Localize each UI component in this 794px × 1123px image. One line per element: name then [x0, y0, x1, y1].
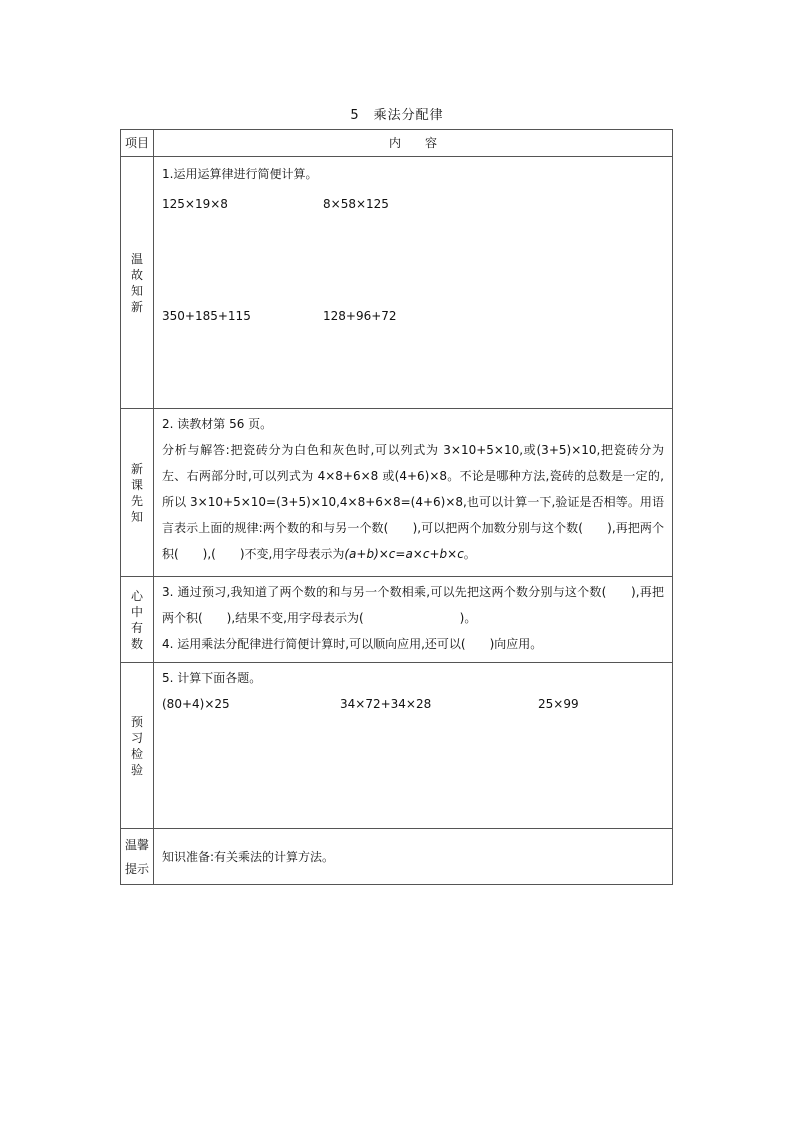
expr-1c: 350+185+115: [162, 309, 251, 323]
header-row: [121, 130, 673, 157]
expr-1d: 128+96+72: [323, 309, 397, 323]
question-2: 2. 读教材第 56 页。: [162, 417, 273, 431]
worksheet-table: [120, 129, 673, 885]
section-new-lesson: [121, 409, 673, 577]
expr-5a: (80+4)×25: [162, 697, 230, 711]
page-title: [0, 104, 794, 123]
section-tips: [121, 829, 673, 885]
header-item: 项目: [124, 136, 149, 150]
section-label-check: 预习检验: [130, 714, 143, 777]
question-3: 3. 通过预习,我知道了两个数的和与另一个数相乘,可以先把这两个数分别与这个数( ),再把两个积( ),结果不变,用字母表示为( )。: [162, 585, 664, 625]
section-review: [121, 157, 673, 409]
question-5: 5. 计算下面各题。: [162, 671, 262, 685]
section-check: [121, 663, 673, 829]
section-label-know: 心中有数: [130, 588, 143, 651]
expr-1a: 125×19×8: [162, 197, 228, 211]
expr-5b: 34×72+34×28: [340, 697, 432, 711]
formula: (a+b)×c=a×c+b×c: [344, 547, 464, 561]
section-know: [121, 577, 673, 663]
section-label-new-lesson: 新课先知: [130, 461, 143, 524]
lesson-number: 5: [350, 108, 360, 123]
section-label-tips: 温馨提示: [124, 837, 149, 876]
expr-5c: 25×99: [538, 697, 579, 711]
section-label-review: 温故知新: [130, 251, 143, 314]
question-1: 1.运用运算律进行简便计算。: [162, 167, 318, 181]
lesson-title: 乘法分配律: [373, 108, 444, 123]
question-4: 4. 运用乘法分配律进行简便计算时,可以顺向应用,还可以( )向应用。: [162, 637, 543, 651]
expr-1b: 8×58×125: [323, 197, 389, 211]
header-content: 内 容: [388, 136, 437, 150]
tips-text: 知识准备:有关乘法的计算方法。: [162, 849, 335, 864]
analysis-paragraph: 分析与解答:把瓷砖分为白色和灰色时,可以列式为 3×10+5×10,或(3+5)×10,把瓷砖分为左、右两部分时,可以列式为 4×8+6×8 或(4+6)×8。不论是哪种方法,瓷砖的总数是一定的,所以 3×10+5×10=(3+5)×10,4×8+6×8=(4+6)×8,也可以计算一下,验证是否相等。用语言表示上面的规律:两个数的和与另一个数( ),可以把两个加数分别与这个数( ),再把两个积( ),( )不变,用字母表示为(a+b)×c=a×c+b×c。: [162, 443, 664, 561]
